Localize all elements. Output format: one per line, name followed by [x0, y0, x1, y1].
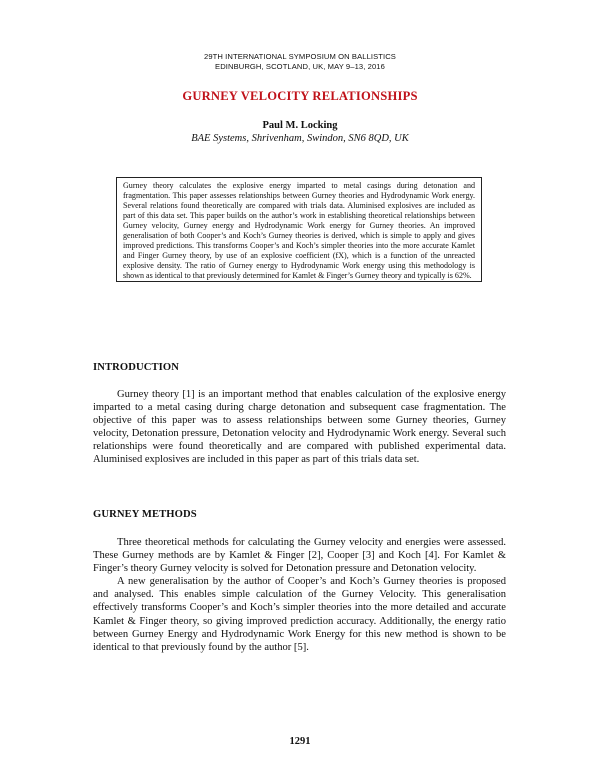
paper-title: GURNEY VELOCITY RELATIONSHIPS	[182, 89, 418, 103]
author-affiliation: BAE Systems, Shrivenham, Swindon, SN6 8QD, UK	[191, 133, 409, 144]
gurney-methods-paragraph-1: Three theoretical methods for calculating the Gurney velocity and energies were assessed. These Gurney methods are by Kamlet & Finger [2], Cooper [3] and Koch [4]. For Kamlet & Finger’s theory Gurney velocity is solved for Detonation pressure and Detonation velocity.	[93, 537, 506, 575]
author-name: Paul M. Locking	[262, 120, 338, 131]
abstract-text: Gurney theory calculates the explosive energy imparted to metal casings during detonation and fragmentation. This paper assesses relationships between Gurney theories and Hydrodynamic Work energy. Several relations found theoretically are compared with trials data. Aluminised explosives are included as part of this data set. This paper builds on the author’s work in establishing theoretical relationships between Gurney velocity, Gurney energy and Hydrodynamic Work energy for Gurney theories. An improved generalisation of both Cooper’s and Koch’s Gurney theories is derived, which is simple to apply and gives improved predictions. This transforms Cooper’s and Koch’s simpler theories into the more accurate Kamlet and Finger Gurney theory, by use of an explosive coefficient (fX), which is a function of the unreacted explosive density. The ratio of Gurney energy to Hydrodynamic Work energy using this methodology is shown as identical to that previously determined for Kamlet & Finger’s Gurney theory and typically is 62%.	[123, 181, 475, 281]
introduction-body	[93, 388, 506, 467]
introduction-paragraph: Gurney theory [1] is an important method that enables calculation of the explosive energy imparted to a metal casing during charge detonation and subsequent case fragmentation. The objective of this paper was to assess relationships between some Gurney theories, Gurney velocity, Detonation pressure, Detonation velocity and Hydrodynamic Work energy. Several such relationships were found theoretically and are compared with published experimental data. Aluminised explosives are included in this paper as part of this trials data set.	[93, 389, 506, 466]
section-heading-gurney-methods: GURNEY METHODS	[93, 509, 197, 520]
conference-header	[0, 52, 600, 72]
abstract-box	[116, 177, 482, 282]
gurney-methods-body	[93, 536, 506, 654]
conference-location: EDINBURGH, SCOTLAND, UK, MAY 9–13, 2016	[215, 62, 385, 71]
page-number: 1291	[289, 736, 311, 747]
gurney-methods-paragraph-2: A new generalisation by the author of Cooper’s and Koch’s Gurney theories is proposed and analysed. This enables simple calculation of the Gurney Velocity. This generalisation effectively transforms Cooper’s and Koch’s simpler theories into the more detailed and accurate Kamlet & Finger theory, so giving improved prediction accuracy. Additionally, the energy ratio between Gurney Energy and Hydrodynamic Work Energy for this new method is shown to be identical to that previously found by the author [5].	[93, 576, 506, 653]
section-heading-introduction: INTRODUCTION	[93, 362, 179, 373]
conference-name: 29TH INTERNATIONAL SYMPOSIUM ON BALLISTICS	[204, 52, 396, 61]
